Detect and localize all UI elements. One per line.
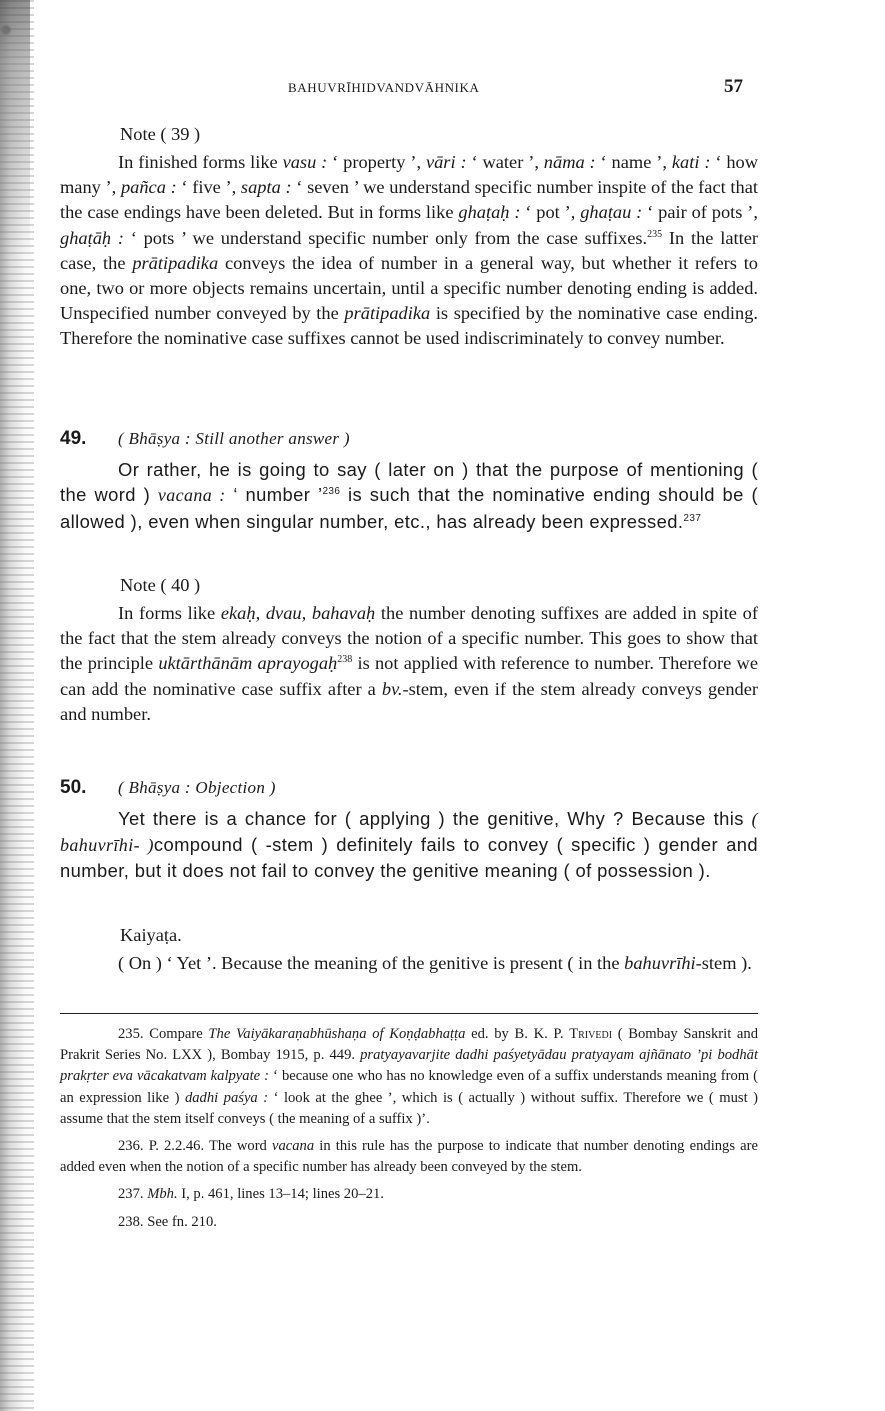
footnote-number: 236. (118, 1138, 144, 1155)
page-number: 57 (724, 76, 743, 97)
section-title: ( Bhāṣya : Still another answer ) (118, 429, 350, 448)
note-39-paragraph: In finished forms like vasu : ‘ property ’, vāri : ‘ water ’, nāma : ‘ name ’, kati : ‘ how many ’, pañca : ‘ five ’, sapta : ‘ seven ’ we understand specific number inspite of the fact that the case endings have been deleted. But in forms like ghaṭaḥ : ‘ pot ’, ghaṭau : ‘ pair of pots ’, ghaṭāḥ : ‘ pots ’ we understand specific number only from the case suffixes.$^{235}$ In the latter case, the prātipadika conveys the idea of number in a general way, but whether it refers to one, two or more objects remains uncertain, until a specific number denoting ending is added. Unspecified number conveyed by the prātipadika is specified by the nominative case ending. Therefore the nominative case suffixes cannot be used indiscriminately to convey number. (60, 152, 759, 349)
footnote-divider (60, 1013, 758, 1014)
section-49-body (60, 457, 758, 534)
kaiyata-heading: Kaiyaṭa. (120, 925, 182, 945)
section-number: 49. (60, 428, 87, 449)
section-50-body (60, 806, 758, 884)
footnote-235: 235. Compare The Vaiyākaraṇabhūshaṇa of Koṇḍabhaṭṭa ed. by B. K. P. Trivedi ( Bombay Sanskrit and Prakrit Series No. LXX ), Bombay 1915, p. 449. pratyayavarjite dadhi paśyetyādau pratyayam ajñānato ’pi bodhāt prakṛter eva vācakatvam kalpyate : ‘ because one who has no knowledge even of a suffix understands meaning from ( an expression like ) dadhi paśya : ‘ look at the ghee ’, which is ( actually ) without suffix. Therefore we ( must ) assume that the stem itself conveys ( the meaning of a suffix )’. (60, 1026, 759, 1127)
note-40-body (60, 601, 758, 727)
scan-corner-shadow (0, 0, 30, 260)
section-50-paragraph: Yet there is a chance for ( applying ) the genitive, Why ? Because this ( bahuvrīhi- )compound ( -stem ) definitely fails to convey ( specific ) gender and number, but it does not fail to convey the genitive meaning ( of possession ). (60, 808, 758, 882)
footnote-number: 238. (118, 1213, 144, 1230)
kaiyata-paragraph: ( On ) ‘ Yet ’. Because the meaning of the genitive is present ( in the bahuvrīhi-stem ). (118, 953, 752, 973)
note-40-heading: Note ( 40 ) (120, 575, 201, 595)
footnotes (60, 1024, 758, 1233)
footnote-237: 237. Mbh. I, p. 461, lines 13–14; lines 20–21. (118, 1186, 384, 1203)
footnote-238: 238. See fn. 210. (118, 1213, 217, 1230)
footnote-number: 237. (118, 1186, 144, 1203)
kaiyata-body (60, 951, 758, 976)
note-39-body (60, 150, 758, 352)
section-title: ( Bhāṣya : Objection ) (118, 778, 276, 797)
section-49-paragraph: Or rather, he is going to say ( later on ) that the purpose of mentioning ( the word ) vacana : ‘ number ’$^{236}$ is such that the nominative ending should be ( allowed ), even when singular number, etc., has already been expressed.$^{237}$ (60, 459, 758, 532)
footnote-ref-238[interactable]: 238 (337, 654, 353, 666)
note-39-heading: Note ( 39 ) (120, 124, 201, 144)
note-40-paragraph: In forms like ekaḥ, dvau, bahavaḥ the number denoting suffixes are added in spite of the fact that the stem already conveys the notion of a specific number. This goes to show that the principle uktārthānām aprayogaḥ$^{238}$ is not applied with reference to number. Therefore we can add the nominative case suffix after a bv.-stem, even if the stem already conveys gender and number. (60, 603, 759, 724)
footnote-236: 236. P. 2.2.46. The word vacana in this rule has the purpose to indicate that number denoting endings are added even when the notion of a specific number has already been conveyed by the stem. (60, 1138, 758, 1176)
section-number: 50. (60, 777, 87, 798)
footnote-ref-235[interactable]: 235 (647, 228, 663, 240)
section-49-heading (60, 426, 350, 452)
footnote-ref-236[interactable]: 236 (322, 486, 341, 498)
footnote-number: 235. (118, 1026, 144, 1042)
section-50-heading (60, 775, 276, 801)
running-head: BAHUVRĪHIDVANDVĀHNIKA (288, 80, 480, 95)
footnote-ref-237[interactable]: 237 (683, 512, 702, 524)
page-header (0, 78, 885, 102)
